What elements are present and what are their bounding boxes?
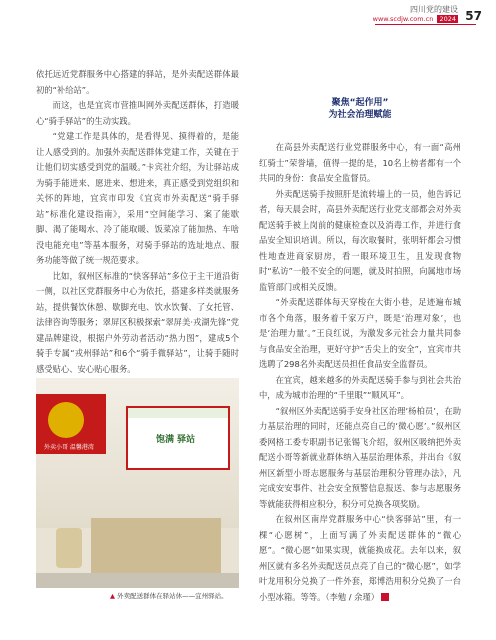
- chair: [56, 528, 82, 568]
- paragraph: 比如，叙州区标准的“快客驿站”多位于主干道沿街一侧，以社区党群服务中心为依托，搭建多样类就服务站，提供餐饮休憩、歇脚充电、饮水饮餐、了女托管、法律咨询等服务；翠屏区积极探索“翠屏美·戎湖先锋”党建品牌建设，根据户外劳动者活动“热力图”，建成5个骑手专属“戎州驿站”和6个“骑手微驿站”，让骑手随时感受贴心、安心贴心服务。: [36, 270, 239, 374]
- wall-slogan: 外卖小哥 温馨港湾: [44, 444, 94, 451]
- header-rule: [375, 24, 476, 25]
- section-title-line1: 聚焦“起作用”: [331, 98, 389, 108]
- right-column: [259, 140, 461, 605]
- paragraph: “外卖配送群体每天穿梭在大街小巷，足迹遍布城市各个角落，服务着千家万户，既是‘治理对象’，也是‘治理力量’。”王良红说，为激发多元社会力量共同参与食品安全治理，更好守护“舌尖上的安全”，宜宾市共选聘了298名外卖配送员担任食品安全监督员。: [259, 297, 461, 369]
- left-column: [36, 67, 239, 424]
- sign-text: 饱满 驿站: [156, 435, 196, 445]
- station-photo: [36, 378, 239, 588]
- station-sign: [126, 406, 230, 470]
- party-emblem-icon: [48, 402, 84, 438]
- paragraph: [259, 512, 461, 605]
- paragraph: 外卖配送骑手按照肝是流转墙上的一员，他告诉记者，每天晨会时，高县外卖配送行业党支部都会对外卖配送骑手被上岗前的健康检查以及消毒工作，并进行食品安全知识培训。所以，每次取餐时，张明轩都会习惯性地查进商家厨房，看一眼环境卫生，且发现食物时“私访”一般不安全的问题，就及时拍照，向属地市场监管部门或相关反馈。: [259, 188, 461, 292]
- section-heading: [259, 97, 461, 121]
- page-number: 57: [465, 9, 482, 23]
- section-title-line2: 为社会治理赋能: [328, 110, 392, 120]
- url-text: www.scdjw.com.cn: [372, 15, 434, 23]
- paragraph: 在高县外卖配送行业党群服务中心，有一面“高州红骑士”荣誉墙，值得一提的是，10名上榜者都有一个共同的身份：食品安全监督员。: [259, 142, 461, 183]
- sign-bar: [128, 408, 228, 418]
- photo-caption: [110, 591, 255, 600]
- end-mark-icon: [381, 593, 389, 601]
- caption-triangle-icon: ▲: [110, 592, 115, 600]
- year-badge: 2024: [439, 15, 456, 23]
- magazine-url: [373, 15, 458, 23]
- magazine-title: 四川党的建设: [410, 5, 458, 14]
- paragraph: “叙州区外卖配送骑手安身社区治理‘杨柏员’，在助力基层治理的同时，还能点亮自己的‘微心愿’。”叙州区委网格工委专职副书记张锡飞介绍，叙州区吸纳把外卖配送小哥等新就业群体纳入基层治理体系，并出台《叙州区新型小哥志愿服务与基层治理积分管理办法》，凡完成安安事件、社会安全预警信息报送、参与志愿服务等就能获得相应积分，积分可兑换各项奖励。: [259, 405, 461, 509]
- paragraph-text: 在叙州区南岸党群服务中心“快客驿站”里，有一棵“心愿树”，上面写满了外卖配送群体的“微心愿”。“微心愿”如果实现，就能换成花。去年以来，叙州区就有多名外卖配送员点亮了自己的“微心愿”，如学叶龙用积分兑换了一件外套，郑博浩用积分兑换了一台小型冰箱。等等。（李勉 / 余瑾）: [259, 514, 461, 602]
- paragraph: 而这，也是宜宾市营推叫网外卖配送群体，打造暖心“骑手驿站”的生动实践。: [36, 100, 239, 126]
- paragraph: 在宜宾，越来越多的外卖配送骑手参与到社会共治中，成为城市治理的“千里眼”“顺风耳”。: [259, 374, 461, 400]
- paragraph: 依托远近党群服务中心搭建的驿站，是外卖配送群体最初的“补给站”。: [36, 69, 239, 95]
- page-header: [0, 0, 496, 50]
- caption-text: 外卖配送群体在驿站休——宜州驿站。: [117, 592, 228, 600]
- floor: [36, 573, 239, 588]
- paragraph: “党建工作是具体的，是看得见、摸得着的，是能让人感受到的。加强外卖配送群体党建工作，关键在于让他们切实感受到党的温暖。”卡宾社介绍，为让驿站成为骑手能进来、愿进来、想进来，真正感受到党组织和关怀的阵地，宜宾市印发《宜宾市外卖配送“骑手驿站”标准化建设指南》，采用“空间能学习、案了能歇脚、渴了能喝水、冷了能取暖、饭菜凉了能加热、车啥没电能充电”等基本服务，对骑手驿站的选址地点、服务功能等做了统一规范要求。: [36, 131, 239, 265]
- service-counter: [91, 518, 221, 573]
